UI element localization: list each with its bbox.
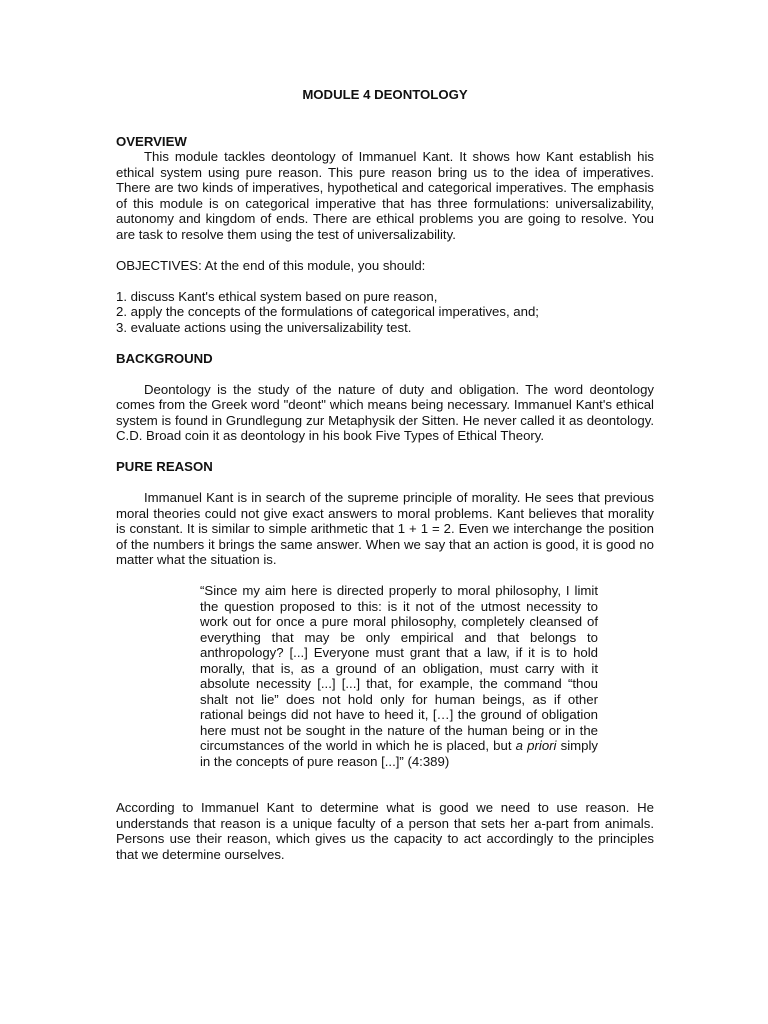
quote-text-part-2: simply in the concepts of pure reason [...]” (4:389) (200, 738, 599, 769)
objective-item-1: 1. discuss Kant's ethical system based on pure reason, (116, 288, 438, 304)
overview-paragraph: This module tackles deontology of Immanuel Kant. It shows how Kant establish his ethical system using pure reason. This pure reason bring us to the idea of imperatives. There are two kinds of imperatives, hypothetical and categorical imperatives. The emphasis of this module is on categorical imperative that has three formulations: universalizability, autonomy and kingdom of ends. There are ethical problems you are going to resolve. You are task to resolve them using the test of universalizability. (116, 149, 654, 242)
background-paragraph: Deontology is the study of the nature of duty and obligation. The word deontology comes from the Greek word "deont" which means being necessary. Immanuel Kant's ethical system is found in Grundlegung zur Metaphysik der Sitten. He never called it as deontology. C.D. Broad coin it as deontology in his book Five Types of Ethical Theory. (116, 381, 654, 443)
objective-item-2: 2. apply the concepts of the formulations of categorical imperatives, and; (116, 304, 539, 319)
page-title: MODULE 4 DEONTOLOGY (302, 87, 468, 102)
background-heading: BACKGROUND (116, 350, 213, 366)
pure-reason-heading: PURE REASON (116, 459, 213, 474)
overview-heading: OVERVIEW (116, 133, 187, 149)
kant-quote (200, 583, 598, 769)
objectives-intro: OBJECTIVES: At the end of this module, you should: (116, 257, 426, 273)
pure-reason-paragraph: Immanuel Kant is in search of the supreme principle of morality. He sees that previous moral theories could not give exact answers to moral problems. Kant believes that morality is constant. It is similar to simple arithmetic that 1 + 1 = 2. Even we interchange the position of the numbers it brings the same answer. When we say that an action is good, it is good no matter what the situation is. (116, 490, 654, 567)
quote-text-part-1: “Since my aim here is directed properly to moral philosophy, I limit the question proposed to this: is it not of the utmost necessity to work out for once a pure moral philosophy, completely cleansed of everything that may be only empirical and that belongs to anthropology? [...] Everyone must grant that a law, if it is to hold morally, that is, as a ground of an obligation, must carry with it absolute necessity [...] [...] that, for example, the command “thou shalt not lie” does not hold only for human beings, as if other rational beings did not have to heed it, […] the ground of obligation here must not be sought in the nature of the human being or in the circumstances of the world in which he is placed, but (200, 583, 598, 753)
objective-item-3: 3. evaluate actions using the universalizability test. (116, 319, 412, 335)
closing-paragraph: According to Immanuel Kant to determine what is good we need to use reason. He understands that reason is a unique faculty of a person that sets her a-part from animals. Persons use their reason, which gives us the capacity to act accordingly to the principles that we determine ourselves. (116, 800, 654, 862)
quote-text-italic: a priori (515, 738, 557, 753)
document-body (116, 87, 654, 862)
